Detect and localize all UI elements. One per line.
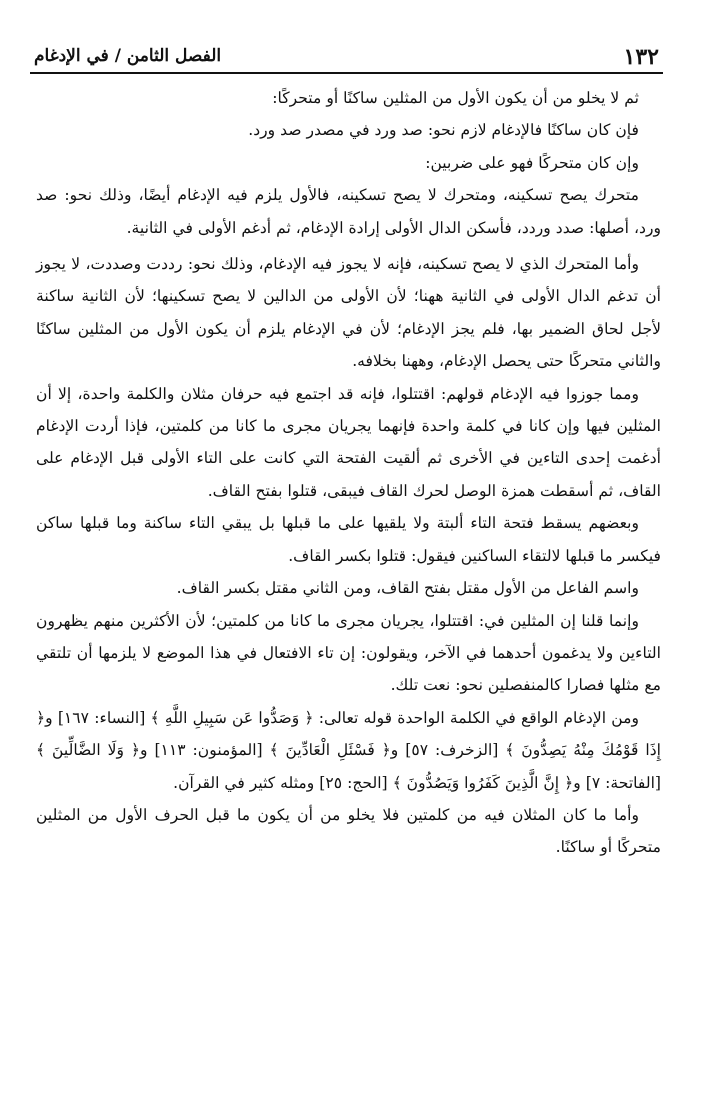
paragraph-kasr-qaf: وبعضهم يسقط فتحة التاء ألبتة ولا يلقيها على ما قبلها بل يبقي التاء ساكنة وما قبلها ساكن فيكسر ما قبلها لالتقاء الساكنين فيقول: قتلوا بكسر القاف. xyxy=(36,514,661,565)
paragraph-mutaharrik-case: وإن كان متحركًا فهو على ضربين: xyxy=(425,153,639,172)
paragraph-intro: ثم لا يخلو من أن يكون الأول من المثلين ساكنًا أو متحركًا: xyxy=(272,89,639,107)
paragraph-two-types: متحرك يصح تسكينه، ومتحرك لا يصح تسكينه، فالأول يلزم فيه الإدغام أيضًا، وذلك نحو: صد ورد، أصلها: صدد وردد، فأسكن الدال الأولى إرادة الإدغام، ثم أدغم الأولى في الثانية. xyxy=(36,186,661,237)
header-divider xyxy=(30,72,663,74)
page-number: ١٣٢ xyxy=(623,44,659,70)
chapter-title: الفصل الثامن / في الإدغام xyxy=(34,46,222,66)
body-text xyxy=(36,82,661,864)
paragraph-two-words: وإنما قلنا إن المثلين في: اقتتلوا، يجريان مجرى ما كانا من كلمتين؛ لأن الأكثرين منهم يظهرون التاءين ولا يدغمون أحدهما في الآخر، ويقولون: إن تاء الافتعال في هذا الموضع لا يلزمها أن تلتقي مع مثلها فصارا كالمنفصلين نحو: نعت تلك. xyxy=(36,611,661,695)
running-header xyxy=(30,42,663,78)
paragraph-ism-fail: واسم الفاعل من الأول مقتل بفتح القاف، ومن الثاني مقتل بكسر القاف. xyxy=(176,579,639,598)
paragraph-iqtatalu: ومما جوزوا فيه الإدغام قولهم: اقتتلوا، فإنه قد اجتمع فيه حرفان مثلان والكلمة واحدة، إلا أن المثلين فيها وإن كانا في كلمة واحدة فإنهما يجريان مجرى ما كانا من كلمتين، فإذا أردت الإدغام أدغمت إحدى التاءين في الأخرى ثم ألقيت الفتحة التي كانت على التاء الأولى قبل الإدغام على القاف، ثم أسقطت همزة الوصل لحرك القاف فيبقى، قتلوا بفتح القاف. xyxy=(36,384,661,500)
paragraph-quran-examples: ومن الإدغام الواقع في الكلمة الواحدة قوله تعالى: ﴿ وَصَدُّوا عَن سَبِيلِ اللَّهِ ﴾ [النساء: ١٦٧] و﴿ إِذَا قَوْمُكَ مِنْهُ يَصِدُّونَ ﴾ [الزخرف: ٥٧] و﴿ فَسْئَلِ الْعَادِّينَ ﴾ [المؤمنون: ١١٣] و﴿ وَلَا الضَّالِّينَ ﴾ [الفاتحة: ٧] و﴿ إِنَّ الَّذِينَ كَفَرُوا وَيَصُدُّونَ ﴾ [الحج: ٢٥] ومثله كثير في القرآن. xyxy=(36,708,662,792)
paragraph-separate-words: وأما ما كان المثلان فيه من كلمتين فلا يخلو من أن يكون ما قبل الحرف الأول من المثلين متحركًا أو ساكنًا. xyxy=(36,805,661,857)
paragraph-sakin-case: فإن كان ساكنًا فالإدغام لازم نحو: صد ورد في مصدر صد ورد. xyxy=(248,121,639,140)
paragraph-no-taskin: وأما المتحرك الذي لا يصح تسكينه، فإنه لا يجوز فيه الإدغام، وذلك نحو: رددت وصددت، لا يجوز أن تدغم الدال الأولى في الثانية ههنا؛ لأن الأولى من الدالين لا يصح تسكينها؛ لأن الثانية ساكنة لأجل لحاق الضمير بها، فلم يجز الإدغام؛ لأن في الإدغام يلزم أن يكون الأول من المثلين ساكنًا والثاني متحركًا حتى يحصل الإدغام، وههنا بخلافه. xyxy=(36,255,661,371)
